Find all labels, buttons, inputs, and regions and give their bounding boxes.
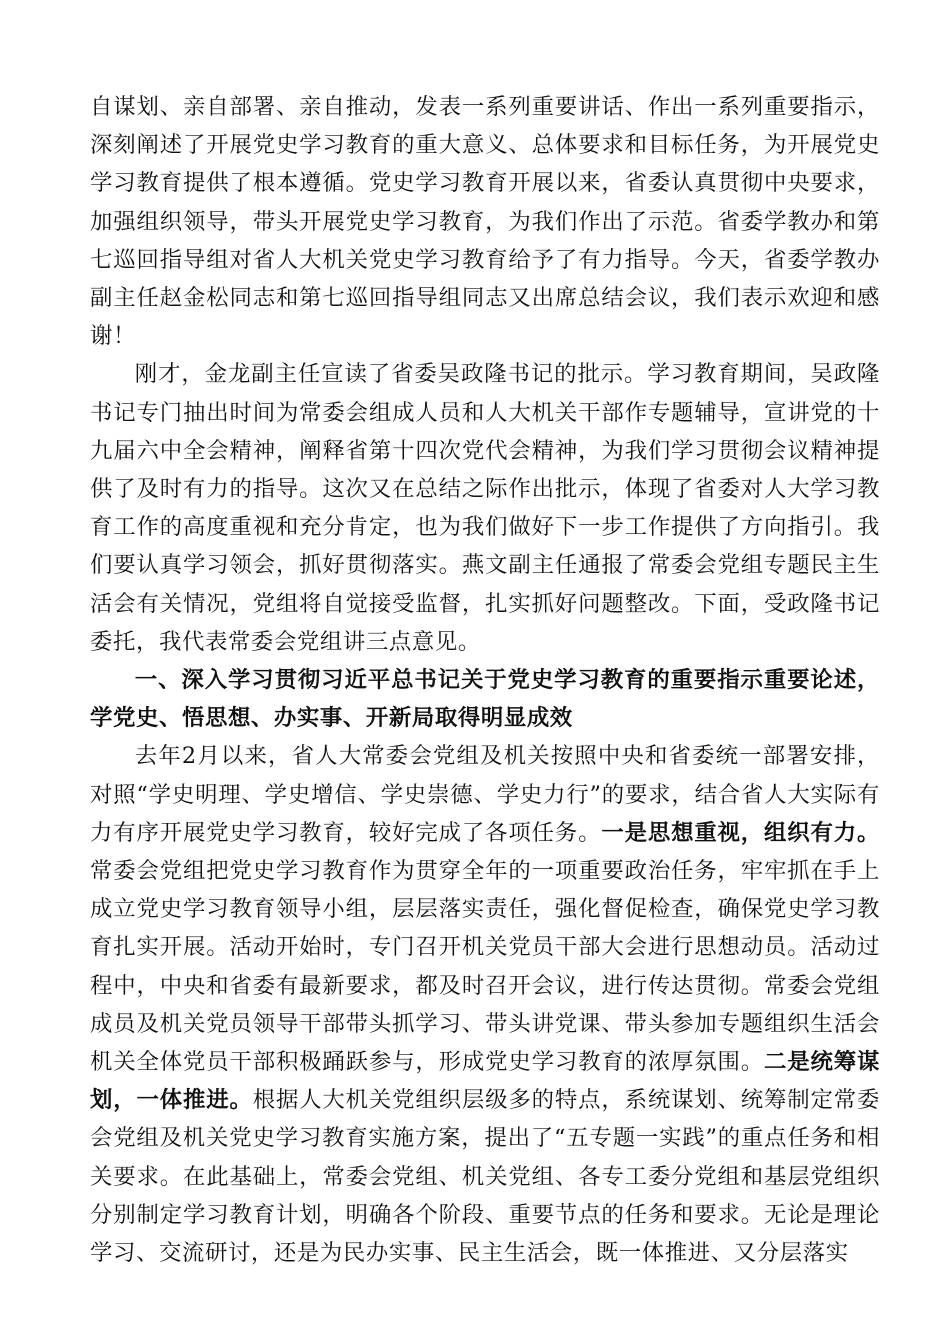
achievements-intro-text: 去年2月以来，省人大常委会党组及机关按照中央和省委统一部署安排，对照“学史明理、学史增信、学史崇德、学史力行”的要求，结合省人大实际有力有序开展党史学习教育，较好完成了各项任务。: [90, 743, 880, 846]
point-one-bold-text: 一是思想重视，组织有力。: [601, 819, 881, 846]
point-one-detail-text: 常委会党组把党史学习教育作为贯穿全年的一项重要政治任务，牢牢抓在手上成立党史学习教育领导小组，层层落实责任，强化督促检查，确保党史学习教育扎实开展。活动开始时，专门召开机关党员干部大会进行思想动员。活动过程中，中央和省委有最新要求，都及时召开会议，进行传达贯彻。常委会党组成员及机关党员领导干部带头抓学习、带头讲党课、带头参加专题组织生活会机关全体党员干部积极踊跃参与，形成党史学习教育的浓厚氛围。: [90, 858, 880, 1076]
body-paragraph-achievements: [90, 737, 880, 1272]
point-two-bold-text: 二是统筹谋划，一体推进。: [90, 1049, 881, 1114]
document-body: [90, 88, 880, 1272]
body-paragraph-instructions: 刚才，金龙副主任宣读了省委吴政隆书记的批示。学习教育期间，吴政隆书记专门抽出时间为常委会组成人员和人大机关干部作专题辅导，宣讲党的十九届六中全会精神，阐释省第十四次党代会精神，为我们学习贯彻会议精神提供了及时有力的指导。这次又在总结之际作出批示，体现了省委对人大学习教育工作的高度重视和充分肯定，也为我们做好下一步工作提供了方向指引。我们要认真学习领会，抓好贯彻落实。燕文副主任通报了常委会党组专题民主生活会有关情况，党组将自觉接受监督，扎实抓好问题整改。下面，受政隆书记委托，我代表常委会党组讲三点意见。: [90, 361, 880, 655]
body-paragraph-continuation: 自谋划、亲自部署、亲自推动，发表一系列重要讲话、作出一系列重要指示，深刻阐述了开展党史学习教育的重大意义、总体要求和目标任务，为开展党史学习教育提供了根本遵循。党史学习教育开展以来，省委认真贯彻中央要求，加强组织领导，带头开展党史学习教育，为我们作出了示范。省委学教办和第七巡回指导组对省人大机关党史学习教育给予了有力指导。今天，省委学教办副主任赵金松同志和第七巡回指导组同志又出席总结会议，我们表示欢迎和感谢！: [90, 94, 880, 350]
section-heading-one: 一、深入学习贯彻习近平总书记关于党史学习教育的重要指示重要论述，学党史、悟思想、办实事、开新局取得明显成效: [90, 667, 880, 732]
point-two-detail-text: 根据人大机关党组织层级多的特点，系统谋划、统筹制定常委会党组及机关党史学习教育实施方案，提出了“五专题一实践”的重点任务和相关要求。在此基础上，常委会党组、机关党组、各专工委分党组和基层党组织分别制定学习教育计划，明确各个阶段、重要节点的任务和要求。无论是理论学习、交流研讨，还是为民办实事、民主生活会，既一体推进、又分层落实: [90, 1087, 880, 1267]
